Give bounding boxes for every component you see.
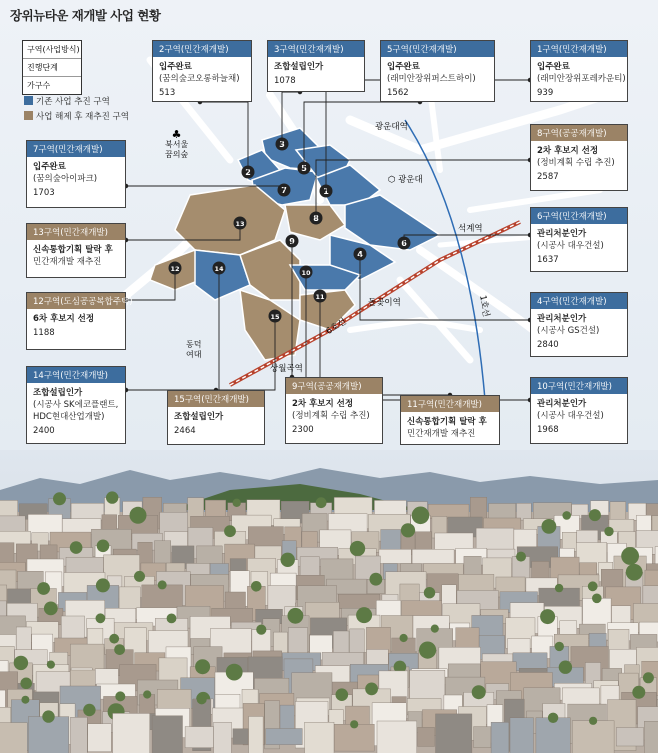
zone-card-body [27, 309, 125, 341]
zone-status: 2차 후보지 선정 [292, 399, 354, 409]
tree [83, 704, 95, 716]
zone-card-10 [530, 377, 628, 444]
zone-status: 입주완료 [387, 62, 420, 72]
building [113, 713, 150, 753]
tree [256, 625, 266, 635]
zone-detail: (정비계획 수립 추진) [537, 158, 615, 168]
building [644, 721, 658, 753]
building [185, 727, 213, 748]
tree [365, 683, 378, 696]
zone-card-12 [26, 292, 133, 350]
zone-card-body [531, 309, 627, 353]
building [517, 503, 532, 520]
building [233, 729, 248, 745]
tree [14, 656, 28, 670]
tree [251, 581, 262, 592]
tree [70, 541, 83, 554]
tree [96, 613, 106, 623]
line6-label: 6호선 [324, 316, 349, 337]
zone-card-body [27, 157, 125, 201]
zone-card-11 [400, 395, 500, 445]
tree [472, 685, 486, 699]
tree [134, 571, 145, 582]
zone-detail: (시공사 대우건설) [537, 241, 604, 251]
building [510, 718, 534, 753]
zone-marker-label: 5 [301, 163, 307, 173]
tree [197, 694, 207, 704]
tree [540, 609, 555, 624]
zone-detail: (래미안장위퍼스트하이) [387, 74, 476, 84]
zone-card-body [531, 394, 627, 438]
tree [21, 696, 29, 704]
zone-detail: (시공사 GS건설) [537, 326, 600, 336]
zone-status: 입주완료 [537, 62, 570, 72]
building [249, 716, 264, 753]
tree [226, 664, 243, 681]
zone-status: 6차 후보지 선정 [33, 314, 95, 324]
building [71, 717, 88, 753]
tree [632, 686, 645, 699]
tree [167, 614, 177, 624]
zone-card-4 [530, 292, 628, 357]
tree [336, 688, 349, 701]
zone-marker-label: 14 [214, 264, 224, 273]
zone-card-9 [285, 377, 383, 444]
zone-card-header: 10구역(민간재개발) [531, 378, 627, 394]
zone-detail: (래미안장위포레카운티) [537, 74, 626, 84]
tree [370, 573, 383, 586]
zone-detail: (시공사 SK에코플랜트, HDC현대산업개발) [33, 400, 119, 422]
zone-card-body [27, 383, 125, 439]
legend-row: 구역(사업방식) [23, 41, 81, 59]
swatch-tan [24, 111, 33, 120]
zone-card-header: 6구역(민간재개발) [531, 208, 627, 224]
zone-marker-label: 13 [235, 219, 245, 228]
building [71, 503, 104, 520]
building [88, 724, 112, 752]
zone-marker-label: 15 [270, 312, 280, 321]
building [152, 716, 182, 753]
zone-card-header: 1구역(민간재개발) [531, 41, 627, 57]
zone-card-body [268, 57, 364, 89]
buildings [0, 491, 658, 753]
tree [96, 578, 110, 592]
zone-card-header: 9구역(공공재개발) [286, 378, 382, 394]
zone-households: 2587 [537, 172, 559, 182]
building-icon: ⬡ [388, 175, 396, 185]
tree [548, 713, 558, 723]
zone-households: 1078 [274, 76, 296, 86]
building [418, 727, 435, 746]
zone-card-header: 13구역(민간재개발) [27, 224, 125, 240]
zone-households: 2840 [537, 340, 559, 350]
zone-card-header: 14구역(민간재개발) [27, 367, 125, 383]
zone-card-header: 2구역(민간재개발) [153, 41, 251, 57]
building [616, 728, 643, 746]
tree [143, 690, 151, 698]
zone-households: 2464 [174, 426, 196, 436]
tree [400, 634, 408, 642]
tree [47, 661, 55, 669]
tree [97, 540, 110, 553]
building [305, 722, 334, 753]
zone-households: 1637 [537, 255, 559, 265]
zone-detail: 민간재개발 재추진 [33, 257, 102, 267]
tree [42, 710, 54, 722]
zone-card-header: 12구역(도심공공복합주택) [27, 293, 125, 309]
zone-card-body [286, 394, 382, 438]
zone-households: 2300 [292, 425, 314, 435]
zone-card-7 [26, 140, 126, 208]
zone-status: 조합설립인가 [174, 412, 224, 422]
zone-card-header: 15구역(민간재개발) [168, 391, 264, 407]
legend-key-label: 기존 사업 추진 구역 [36, 97, 110, 107]
zone-card-1 [530, 40, 628, 102]
seokgye-station-label: 석계역 [458, 224, 483, 234]
road [350, 320, 480, 330]
zone-card-body [27, 240, 125, 270]
tree [114, 644, 125, 655]
zone-card-3 [267, 40, 365, 92]
building [266, 729, 303, 745]
zone-card-body [401, 412, 499, 442]
zone-marker-label: 6 [401, 238, 407, 248]
zone-card-14 [26, 366, 126, 444]
zone-detail: (정비계획 수립 추진) [292, 411, 370, 421]
zone-households: 2400 [33, 426, 55, 436]
zone-households: 1703 [33, 188, 55, 198]
tree [516, 552, 526, 562]
zone-households: 1188 [33, 328, 55, 338]
zone-marker-label: 10 [301, 268, 311, 277]
building [379, 549, 411, 563]
tree [401, 523, 415, 537]
zone-marker-label: 7 [281, 185, 287, 195]
city-photo [0, 450, 658, 753]
zone-marker-label: 9 [289, 236, 295, 246]
place-label: 동덕 여대 [186, 340, 202, 359]
tree [130, 507, 147, 524]
tree [424, 587, 435, 598]
building [513, 653, 547, 671]
zone-status: 조합설립인가 [274, 62, 324, 72]
building [0, 723, 27, 753]
tree [53, 492, 66, 505]
zone-marker-label: 4 [357, 249, 363, 259]
legend-row: 가구수 [27, 81, 51, 90]
building [95, 669, 118, 685]
tree [626, 564, 643, 581]
tree-icon: ♣ [171, 128, 182, 141]
zone-card-2 [152, 40, 252, 102]
zone-households: 1968 [537, 425, 559, 435]
zone-card-13 [26, 223, 126, 278]
tree [592, 594, 602, 604]
zone-card-5 [380, 40, 495, 102]
page-title: 장위뉴타운 재개발 사업 현황 [10, 8, 161, 23]
tree [588, 581, 598, 591]
zone-card-8 [530, 124, 628, 191]
tree [288, 608, 304, 624]
tree [562, 511, 571, 520]
tree [356, 607, 372, 623]
tree [316, 497, 327, 508]
zone-status: 관리처분인가 [537, 399, 587, 409]
buksewool-label [165, 130, 188, 160]
zone-status: 관리처분인가 [537, 229, 587, 239]
zone-detail: (꿈의숲아이파크) [33, 174, 98, 184]
legend-row: 진행단계 [23, 59, 81, 77]
zone-households: 939 [537, 88, 554, 98]
building [474, 727, 491, 748]
zone-marker-label: 1 [323, 186, 329, 196]
gwangwoon-label [388, 173, 423, 185]
zone-card-body [531, 57, 627, 101]
zone-status: 신속통합기획 탈락 후 [33, 245, 113, 255]
gwangwoon-station-label: 광운대역 [375, 122, 408, 132]
building [435, 533, 474, 551]
zone-card-body [531, 141, 627, 185]
building [338, 594, 380, 608]
tree [589, 509, 601, 521]
zone-households: 513 [159, 88, 176, 98]
tree [621, 547, 639, 565]
road [430, 90, 440, 170]
place-label: 북서울 꿈의숲 [165, 140, 189, 159]
swatch-blue [24, 96, 33, 105]
zone-marker-label: 12 [170, 264, 180, 273]
legend-box [22, 40, 82, 95]
place-label: 광운대 [398, 175, 423, 185]
zone-marker-label: 11 [315, 292, 325, 301]
zone-card-body [531, 224, 627, 268]
legend-key-tan [24, 110, 129, 122]
zone-status: 관리처분인가 [537, 314, 587, 324]
sangwolgok-station-label: 상월곡역 [270, 364, 303, 374]
tree [281, 553, 295, 567]
zone-detail: 민간재개발 재추진 [407, 429, 476, 439]
zone-card-header: 4구역(민간재개발) [531, 293, 627, 309]
building [489, 504, 516, 520]
tree [555, 584, 563, 592]
tree [109, 634, 119, 644]
zone-card-header: 5구역(민간재개발) [381, 41, 494, 57]
tree [555, 642, 564, 651]
legend-key-label: 사업 해제 후 재추진 구역 [36, 112, 129, 122]
zone-card-header: 11구역(민간재개발) [401, 396, 499, 412]
zone-card-header: 7구역(민간재개발) [27, 141, 125, 157]
tree [412, 507, 430, 525]
tree [542, 519, 557, 534]
zone-households: 1562 [387, 88, 409, 98]
legend-key-blue [24, 95, 110, 107]
zone-status: 조합설립인가 [33, 388, 83, 398]
zone-card-body [381, 57, 494, 101]
building [214, 722, 232, 753]
zone-status: 입주완료 [33, 162, 66, 172]
tree [44, 602, 58, 616]
tree [350, 541, 365, 556]
tree [350, 720, 358, 728]
dongduk-label [186, 340, 201, 360]
tree [37, 582, 50, 595]
zone-status: 신속통합기획 탈락 후 [407, 417, 487, 427]
zone-card-body [168, 407, 264, 439]
tree [224, 525, 236, 537]
zone-card-header: 3구역(민간재개발) [268, 41, 364, 57]
tree [419, 642, 436, 659]
tree [589, 717, 597, 725]
tree [115, 691, 125, 701]
zone-card-15 [167, 390, 265, 445]
tree [158, 580, 167, 589]
tree [559, 661, 572, 674]
tree [643, 672, 654, 683]
tree [431, 625, 439, 633]
zone-card-header: 8구역(공공재개발) [531, 125, 627, 141]
zone-status: 입주완료 [159, 62, 192, 72]
building [436, 714, 472, 753]
zone-card-body [153, 57, 251, 101]
line1-label: 1호선 [477, 294, 491, 318]
zone-marker-label: 2 [245, 167, 251, 177]
tree [233, 499, 241, 507]
building [508, 639, 531, 655]
zone-marker-label: 3 [279, 139, 285, 149]
building [491, 722, 509, 753]
zone-status: 2차 후보지 선정 [537, 146, 599, 156]
building [377, 721, 417, 753]
line1-rail [405, 120, 485, 400]
tree [20, 678, 32, 690]
building [536, 718, 570, 753]
tree [106, 491, 118, 503]
tree [195, 659, 210, 674]
zone-detail: (꿈의숲코오롱하늘채) [159, 74, 240, 84]
zone-card-6 [530, 207, 628, 272]
zone-marker-label: 8 [313, 213, 319, 223]
building [412, 549, 454, 563]
tree [604, 527, 613, 536]
building [572, 721, 614, 753]
dolgoji-station-label: 돌곶이역 [368, 298, 401, 308]
zone-detail: (시공사 대우건설) [537, 411, 604, 421]
